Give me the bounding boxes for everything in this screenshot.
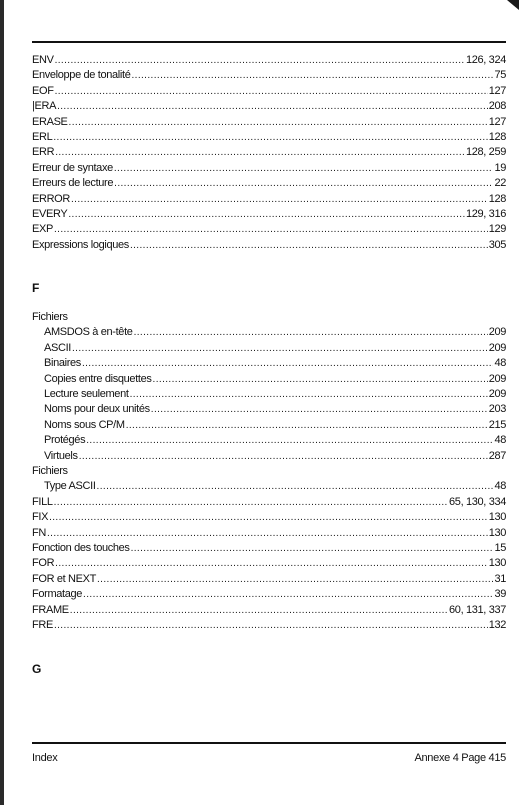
dot-leader xyxy=(54,618,488,633)
index-entry xyxy=(32,115,506,130)
page-references: 129 xyxy=(488,223,506,236)
dot-leader xyxy=(131,541,494,556)
index-entry xyxy=(32,53,506,68)
page-references: 126, 324 xyxy=(465,54,506,66)
index-entry xyxy=(32,222,506,237)
index-entry xyxy=(32,556,506,571)
index-subentry xyxy=(32,433,506,448)
page-references: 65, 130, 334 xyxy=(449,495,506,508)
index-entry xyxy=(32,68,506,83)
scan-edge-shadow xyxy=(0,0,4,805)
index-entry xyxy=(32,192,506,207)
index-term: Expressions logiques xyxy=(32,238,129,251)
section-spacer xyxy=(32,633,506,662)
index-term: Formatage xyxy=(32,588,83,601)
page-references: 39 xyxy=(494,588,506,601)
index-term: ERROR xyxy=(32,192,70,205)
dot-leader xyxy=(55,84,488,99)
index-entry xyxy=(32,238,506,253)
index-subentry xyxy=(32,356,506,371)
footer-section-label: Index xyxy=(32,752,58,764)
page-references: 22 xyxy=(494,177,506,190)
page-references: 128 xyxy=(488,192,506,205)
index-term: Erreur de syntaxe xyxy=(32,161,113,174)
index-term: Protégés xyxy=(44,434,86,447)
dot-leader xyxy=(55,53,465,68)
dot-leader xyxy=(153,372,488,387)
index-subentry xyxy=(32,387,506,402)
index-term: AMSDOS à en-tête xyxy=(44,326,133,339)
page-references: 48 xyxy=(494,434,506,447)
index-term: Copies entre disquettes xyxy=(44,372,152,385)
header-rule xyxy=(32,41,506,43)
index-term: FRAME xyxy=(32,603,69,616)
section-spacer xyxy=(32,296,506,310)
index-entry xyxy=(32,572,506,587)
index-term: Fonction des touches xyxy=(32,541,130,554)
index-term: Virtuels xyxy=(44,449,78,462)
dot-leader xyxy=(134,325,488,340)
dot-leader xyxy=(97,572,493,587)
dot-leader xyxy=(54,495,448,510)
page-footer xyxy=(32,752,506,764)
dot-leader xyxy=(71,192,488,207)
page-references: 203 xyxy=(488,403,506,416)
dot-leader xyxy=(54,222,488,237)
footer-page-number: Annexe 4 Page 415 xyxy=(414,752,506,764)
index-term: Binaires xyxy=(44,357,81,370)
dot-leader xyxy=(55,145,465,160)
index-entry xyxy=(32,207,506,222)
index-term: FOR xyxy=(32,557,55,570)
page-references: 60, 131, 337 xyxy=(449,603,506,616)
page-references: 130 xyxy=(488,511,506,524)
page-references: 128, 259 xyxy=(465,146,506,159)
index-term: ENV xyxy=(32,54,54,66)
dot-leader xyxy=(114,176,493,191)
index-term: EOF xyxy=(32,84,54,97)
section-letter-heading: G xyxy=(32,662,42,677)
index-term: Noms sous CP/M xyxy=(44,418,125,431)
index-term: |ERA xyxy=(32,100,57,113)
index-entry xyxy=(32,603,506,618)
section-spacer xyxy=(32,253,506,281)
index-group-heading: Fichiers xyxy=(32,311,68,324)
index-term: ERASE xyxy=(32,115,68,128)
index-entry xyxy=(32,587,506,602)
page-references: 209 xyxy=(488,372,506,385)
index-subentry xyxy=(32,325,506,340)
dot-leader xyxy=(83,587,493,602)
index-term: EXP xyxy=(32,223,53,236)
index-entry xyxy=(32,618,506,633)
page-references: 287 xyxy=(488,449,506,462)
dot-leader xyxy=(130,238,488,253)
index-entry xyxy=(32,526,506,541)
index-group-heading: Fichiers xyxy=(32,464,68,477)
dot-leader xyxy=(49,510,488,525)
footer-rule xyxy=(32,742,506,744)
page-references: 19 xyxy=(494,161,506,174)
index-term: Lecture seulement xyxy=(44,388,129,401)
page-references: 129, 316 xyxy=(465,207,506,220)
index-term: ERR xyxy=(32,146,55,159)
dot-leader xyxy=(114,161,494,176)
page-references: 128 xyxy=(488,130,506,143)
index-subentry xyxy=(32,418,506,433)
page-references: 215 xyxy=(488,418,506,431)
dot-leader xyxy=(70,603,448,618)
index-term: FOR et NEXT xyxy=(32,572,96,585)
index-subentry xyxy=(32,479,506,494)
page-references: 48 xyxy=(494,480,506,493)
page-references: 305 xyxy=(488,238,506,251)
page-references: 127 xyxy=(488,115,506,128)
dot-leader xyxy=(82,356,494,371)
page-references: 208 xyxy=(488,100,506,113)
index-term: FN xyxy=(32,526,46,539)
index-entry xyxy=(32,541,506,556)
page-references: 209 xyxy=(488,326,506,339)
page-references: 209 xyxy=(488,341,506,354)
index-term: EVERY xyxy=(32,207,68,220)
index-entry xyxy=(32,99,506,114)
dot-leader xyxy=(151,402,488,417)
page-references: 31 xyxy=(494,572,506,585)
index-entry xyxy=(32,161,506,176)
dot-leader xyxy=(72,341,488,356)
page-references: 209 xyxy=(488,388,506,401)
page-references: 127 xyxy=(488,84,506,97)
index-entry xyxy=(32,130,506,145)
page-references: 130 xyxy=(488,526,506,539)
dot-leader xyxy=(57,99,488,114)
index-term: FIX xyxy=(32,511,49,524)
index-entry xyxy=(32,510,506,525)
index-term: ASCII xyxy=(44,341,71,354)
index-term: Erreurs de lecture xyxy=(32,177,114,190)
dot-leader xyxy=(68,207,465,222)
scan-corner-mark xyxy=(507,0,519,10)
page-references: 15 xyxy=(494,541,506,554)
index-term: Enveloppe de tonalité xyxy=(32,69,131,82)
index-subentry xyxy=(32,449,506,464)
index-subentry xyxy=(32,341,506,356)
dot-leader xyxy=(130,387,488,402)
page-references: 132 xyxy=(488,618,506,631)
index-term: Type ASCII xyxy=(44,480,96,493)
dot-leader xyxy=(69,115,488,130)
index-subentry xyxy=(32,372,506,387)
dot-leader xyxy=(131,68,493,83)
index-entry xyxy=(32,145,506,160)
page-references: 130 xyxy=(488,557,506,570)
dot-leader xyxy=(86,433,493,448)
index-term: FRE xyxy=(32,618,53,631)
dot-leader xyxy=(55,556,488,571)
index-entry xyxy=(32,84,506,99)
dot-leader xyxy=(79,449,488,464)
index-subentry xyxy=(32,402,506,417)
index-term: Noms pour deux unités xyxy=(44,403,150,416)
index-entry xyxy=(32,176,506,191)
page-references: 48 xyxy=(494,357,506,370)
index-term: FILL xyxy=(32,495,53,508)
dot-leader xyxy=(126,418,488,433)
dot-leader xyxy=(53,130,487,145)
index-list xyxy=(32,53,506,677)
index-term: ERL xyxy=(32,130,53,143)
page-references: 75 xyxy=(494,69,506,82)
index-entry xyxy=(32,495,506,510)
dot-leader xyxy=(97,479,494,494)
dot-leader xyxy=(47,526,488,541)
section-letter-heading: F xyxy=(32,281,40,296)
